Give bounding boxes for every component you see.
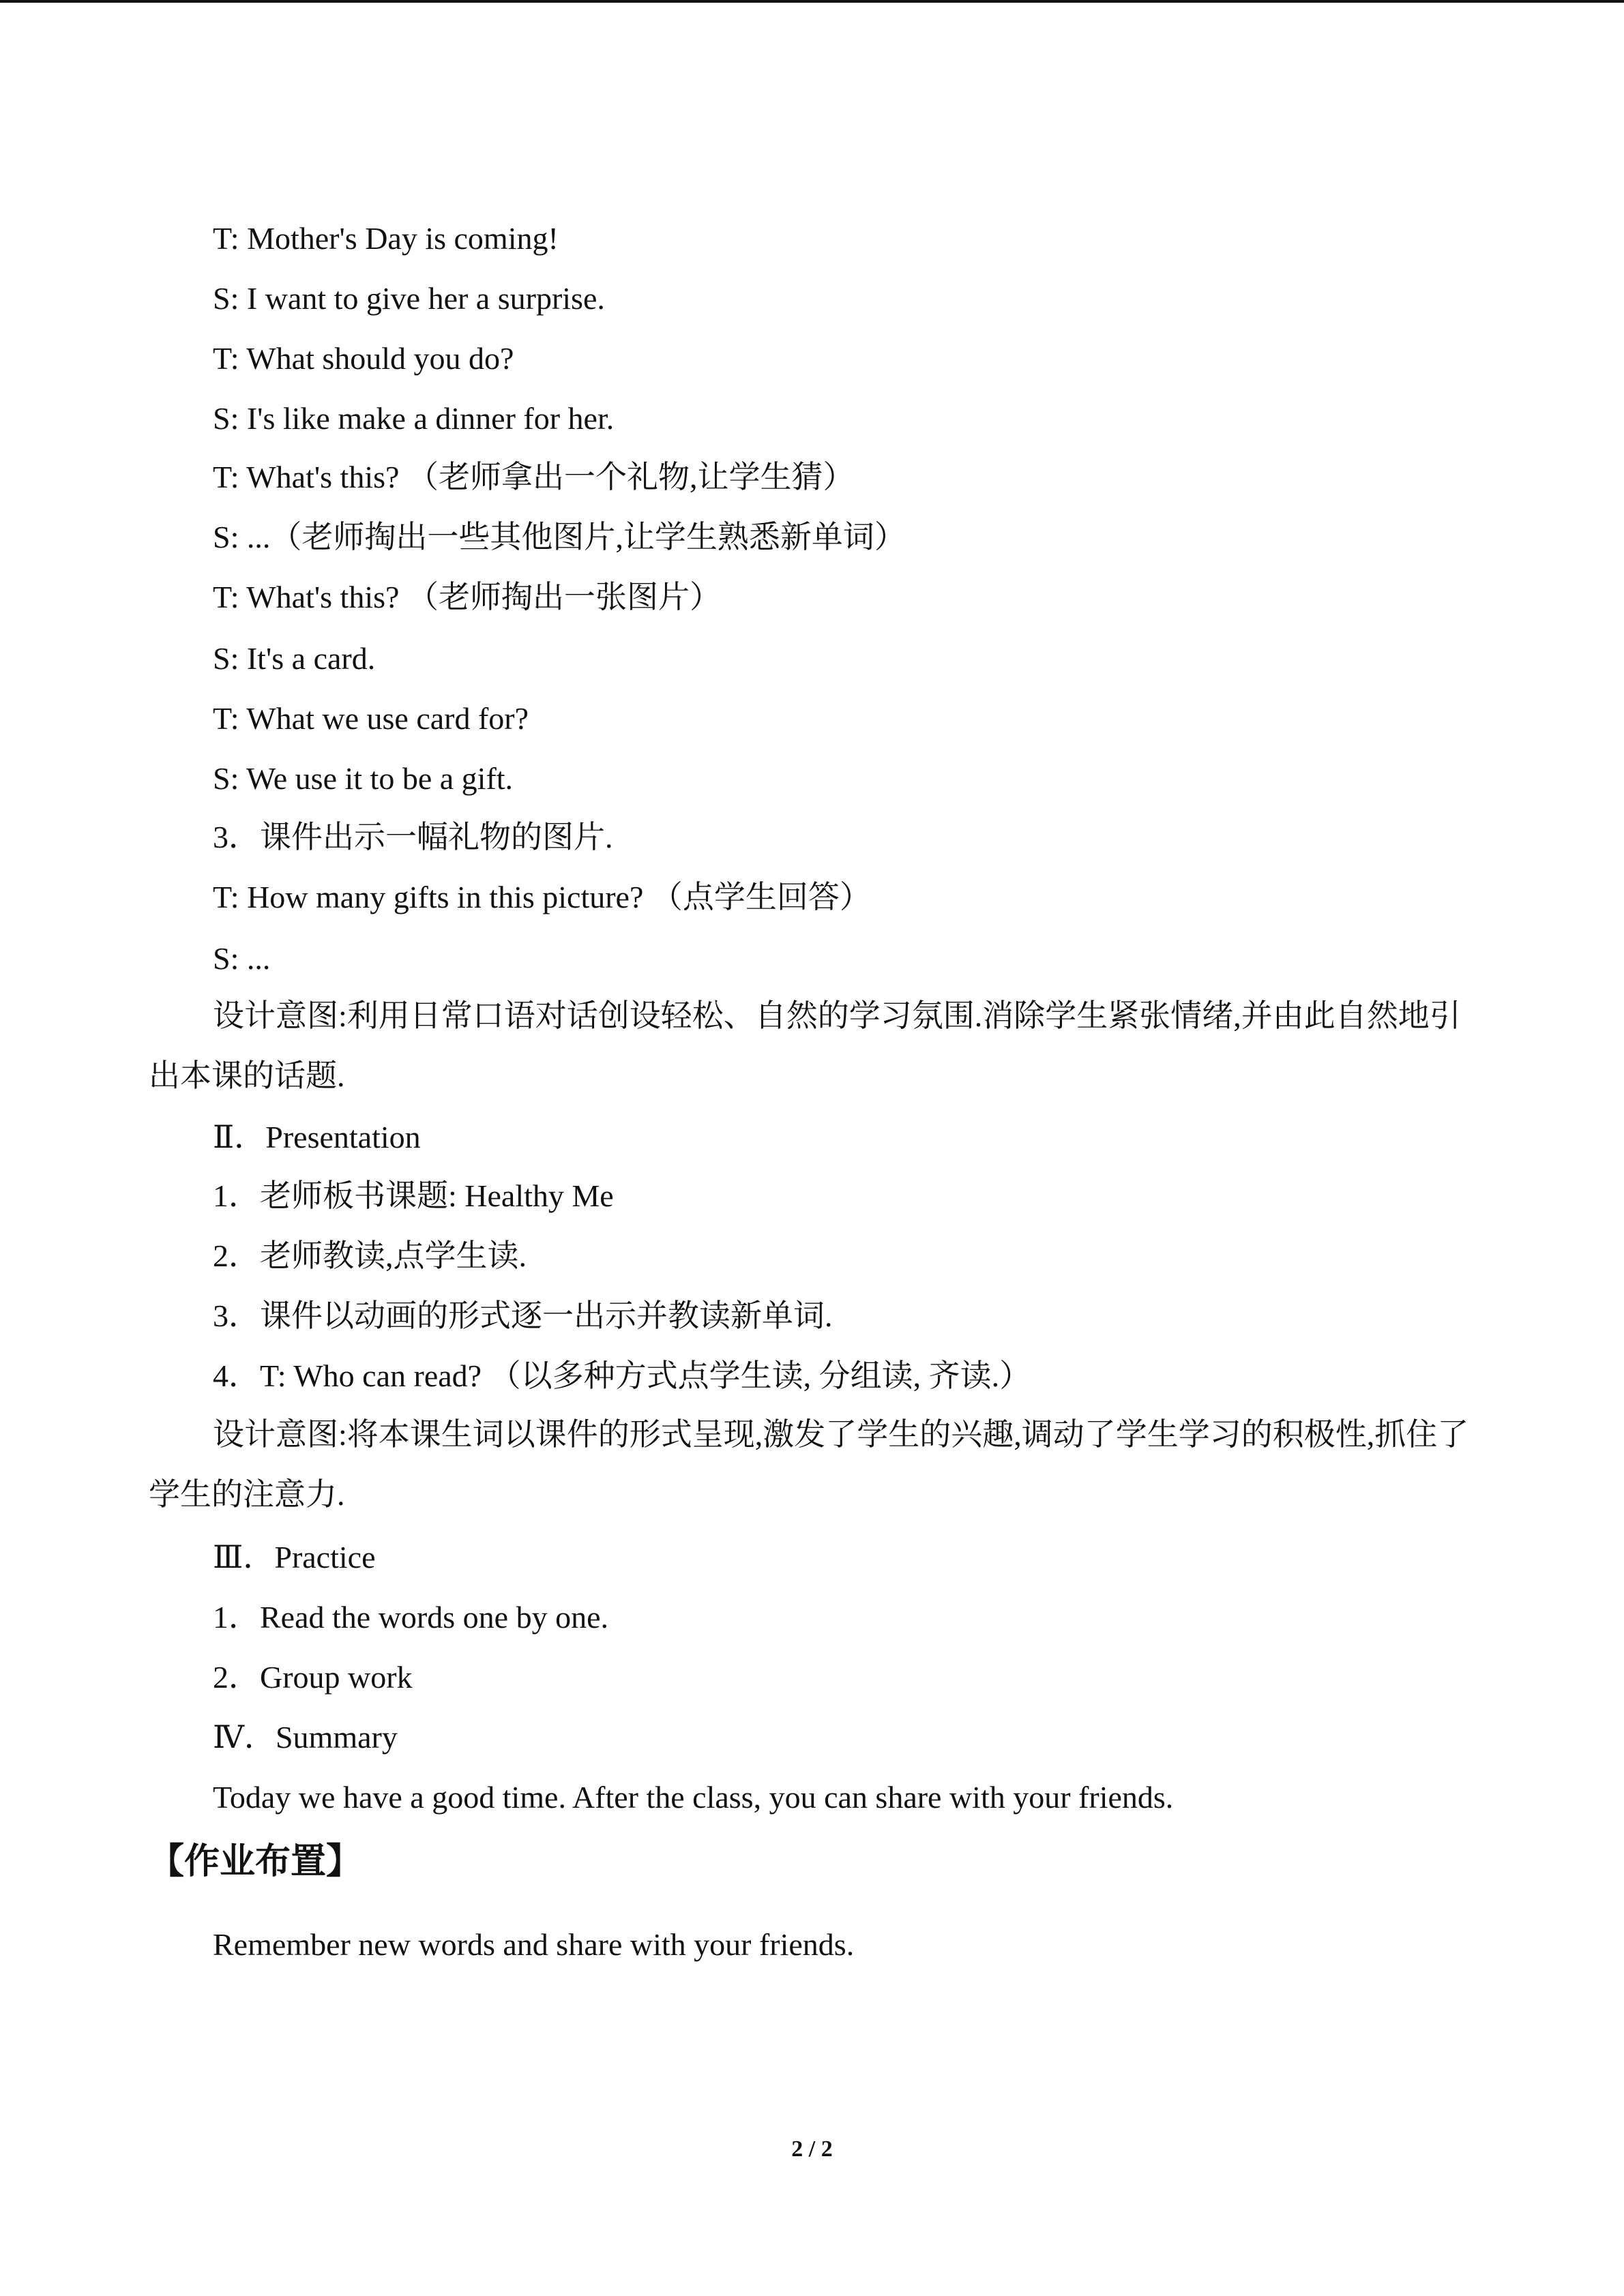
dialogue-line: S: ...（老师掏出一些其他图片,让学生熟悉新单词） bbox=[213, 520, 906, 554]
dialogue-line: S: We use it to be a gift. bbox=[213, 761, 514, 796]
step-line: 3．课件出示一幅礼物的图片. bbox=[213, 820, 613, 854]
section-title-summary: Ⅳ．Summary bbox=[213, 1720, 398, 1755]
presentation-item: 3．课件以动画的形式逐一出示并教读新单词. bbox=[213, 1298, 833, 1333]
dialogue-line: T: Mother's Day is coming! bbox=[213, 221, 559, 256]
dialogue-line: T: What's this? （老师拿出一个礼物,让学生猜） bbox=[213, 460, 855, 494]
dialogue-line: S: I want to give her a surprise. bbox=[213, 281, 605, 316]
presentation-item: 4．T: Who can read? （以多种方式点学生读, 分组读, 齐读.） bbox=[213, 1358, 1031, 1393]
top-border-rule bbox=[0, 0, 1624, 3]
dialogue-line: S: ... bbox=[213, 941, 271, 976]
design-intent-paragraph: 设计意图:利用日常口语对话创设轻松、自然的学习氛围.消除学生紧张情绪,并由此自然地引出本课的话题. bbox=[149, 998, 1461, 1093]
dialogue-line: T: What we use card for? bbox=[213, 701, 529, 736]
section-title-presentation: Ⅱ．Presentation bbox=[213, 1120, 421, 1154]
presentation-item: 1．老师板书课题: Healthy Me bbox=[213, 1178, 614, 1213]
presentation-item: 2．老师教读,点学生读. bbox=[213, 1238, 527, 1273]
practice-item: 2．Group work bbox=[213, 1660, 413, 1695]
homework-heading: 【作业布置】 bbox=[149, 1841, 362, 1882]
dialogue-line: S: It's a card. bbox=[213, 641, 376, 676]
summary-text: Today we have a good time. After the class, you can share with your friends. bbox=[213, 1780, 1174, 1815]
dialogue-line: T: What's this? （老师掏出一张图片） bbox=[213, 580, 721, 614]
dialogue-line: T: How many gifts in this picture? （点学生回答） bbox=[213, 880, 871, 914]
practice-item: 1．Read the words one by one. bbox=[213, 1600, 608, 1635]
homework-text: Remember new words and share with your friends. bbox=[213, 1927, 855, 1962]
section-title-practice: Ⅲ．Practice bbox=[213, 1540, 376, 1575]
design-intent-paragraph: 设计意图:将本课生词以课件的形式呈现,激发了学生的兴趣,调动了学生学习的积极性,抓住了学生的注意力. bbox=[149, 1417, 1469, 1512]
dialogue-line: S: I's like make a dinner for her. bbox=[213, 401, 615, 436]
page-number: 2 / 2 bbox=[791, 2136, 833, 2162]
dialogue-line: T: What should you do? bbox=[213, 341, 514, 376]
